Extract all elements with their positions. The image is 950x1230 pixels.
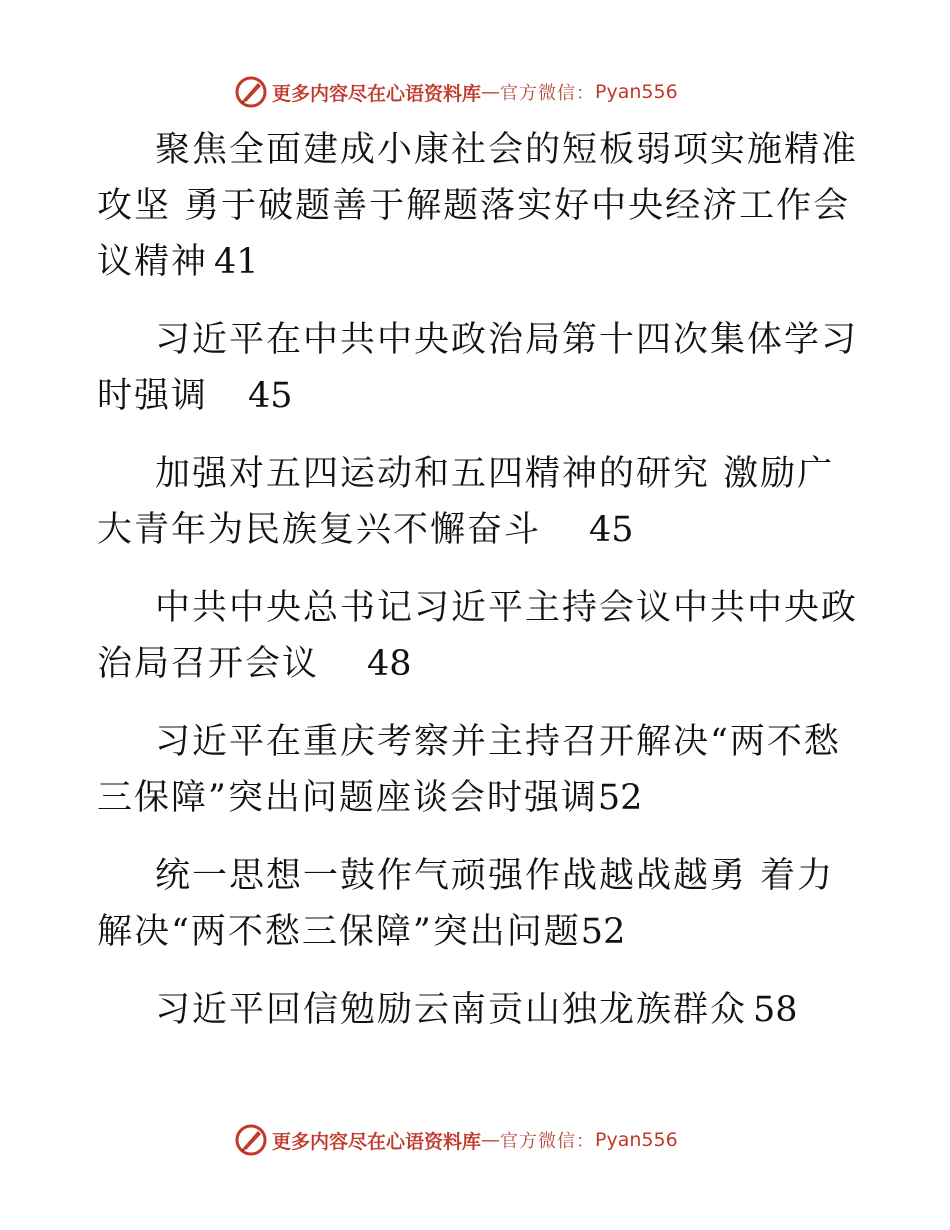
toc-entry[interactable]	[97, 312, 867, 424]
toc-entry-title: 习近平在重庆考察并主持召开解决“两不愁三保障”突出问题座谈会时强调	[97, 722, 841, 818]
toc-entry-page: 45	[248, 376, 293, 416]
toc-entry-page: 41	[214, 242, 259, 282]
toc-entry-title: 聚焦全面建成小康社会的短板弱项实施精准攻坚 勇于破题善于解题落实好中央经济工作会议精神	[97, 130, 859, 282]
toc-entry-title: 习近平回信勉励云南贡山独龙族群众	[155, 990, 748, 1030]
watermark-contact-id: Pyan556	[595, 1129, 678, 1151]
header-watermark	[234, 72, 734, 112]
toc-entry[interactable]	[97, 714, 867, 826]
toc-entry-title: 加强对五四运动和五四精神的研究 激励广大青年为民族复兴不懈奋斗	[97, 454, 835, 550]
quill-logo-icon	[234, 75, 268, 109]
toc-entry-page: 58	[753, 990, 798, 1030]
toc-entry[interactable]	[97, 848, 867, 960]
watermark-contact-label: 官方微信：	[500, 1131, 596, 1152]
footer-watermark	[234, 1120, 734, 1160]
toc-entry-page: 48	[367, 644, 412, 684]
watermark-contact-label: 官方微信：	[500, 83, 596, 104]
toc-entry[interactable]	[97, 982, 867, 1038]
watermark-title: 更多内容尽在心语资料库	[272, 1130, 482, 1153]
toc-entry-page: 45	[589, 510, 634, 550]
table-of-contents	[97, 122, 867, 1060]
watermark-separator: —	[481, 81, 501, 103]
toc-entry-title: 习近平在中共中央政治局第十四次集体学习时强调	[97, 320, 859, 416]
watermark-separator: —	[481, 1129, 501, 1151]
watermark-contact-id: Pyan556	[595, 81, 678, 103]
quill-logo-icon	[234, 1123, 268, 1157]
watermark-title: 更多内容尽在心语资料库	[272, 82, 482, 105]
toc-entry[interactable]	[97, 446, 867, 558]
toc-entry-title: 统一思想一鼓作气顽强作战越战越勇 着力解决“两不愁三保障”突出问题	[97, 856, 835, 952]
toc-entry-page: 52	[597, 778, 643, 818]
toc-entry[interactable]	[97, 580, 867, 692]
toc-entry-title: 中共中央总书记习近平主持会议中共中央政治局召开会议	[97, 588, 859, 684]
toc-entry-page: 52	[580, 912, 626, 952]
toc-entry[interactable]	[97, 122, 867, 290]
